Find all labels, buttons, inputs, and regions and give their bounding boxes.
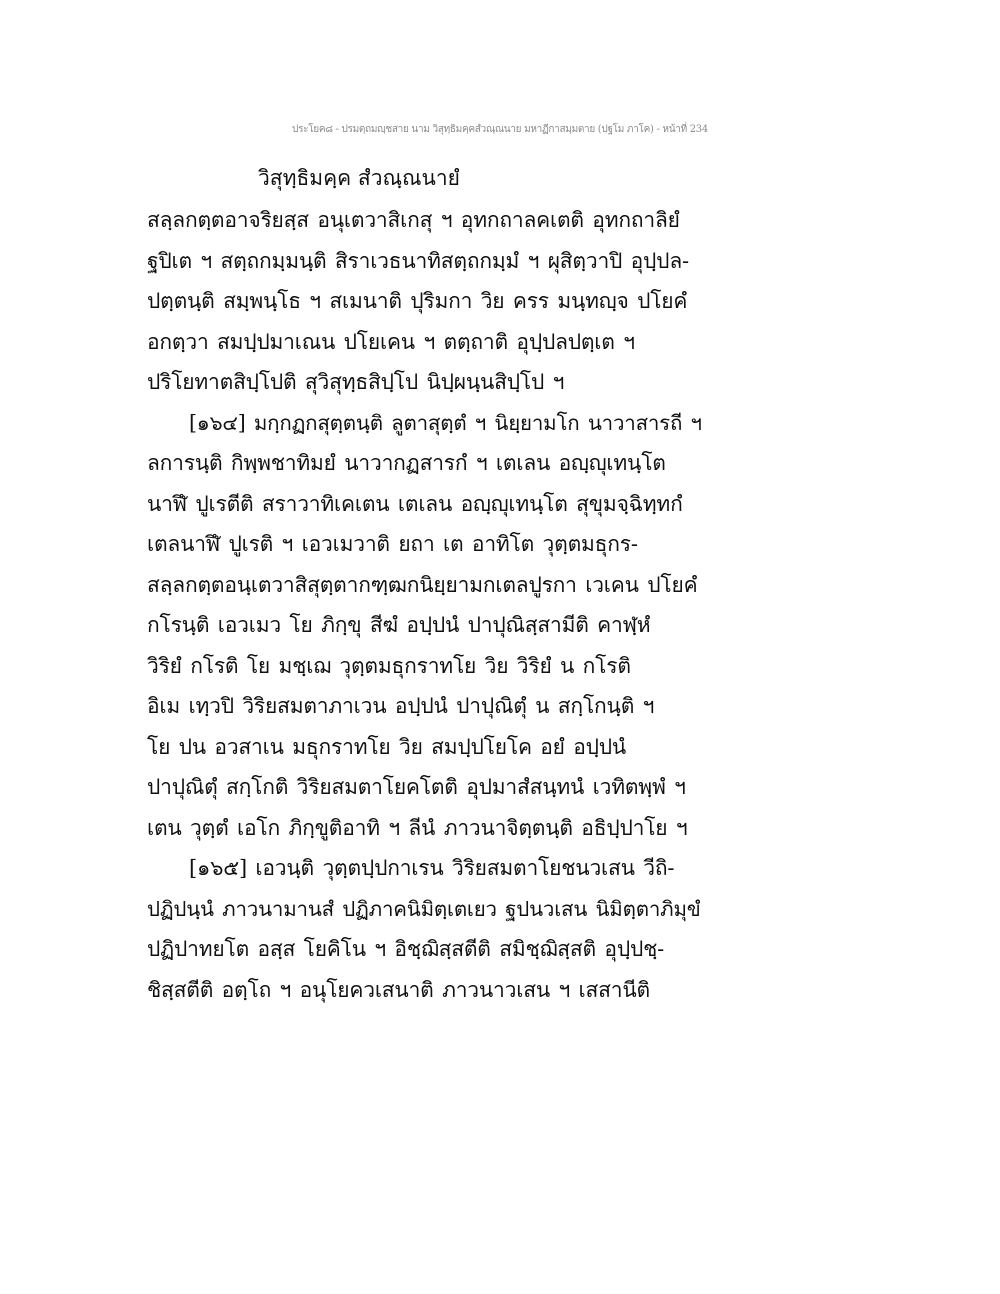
- text-line: กโรนฺติ เอวเมว โย ภิกฺขุ สีฆํ อปฺปนํ ปาปุณิสฺสามีติ คาฬฺหํ: [147, 613, 651, 637]
- text-line: อกตฺวา สมปฺปมาเณน ปโยเคน ฯ ตตฺถาติ อุปฺปลปตฺเต ฯ: [147, 329, 635, 354]
- running-header: ประโยค๘ - ปรมตฺถมญฺชสาย นาม วิสุทฺธิมคฺคสํวณฺณนาย มหาฏีกาสมฺมตาย (ปฐโม ภาโค) - หน้าที่ 234: [292, 124, 708, 135]
- text-line: สลฺลกตฺตอนฺเตวาสิสุตฺตากฑฺฒกนิยฺยามกเตลปูรกา เวเคน ปโยคํ: [147, 572, 698, 597]
- text-line: ปตฺตนฺติ สมฺพนฺโธ ฯ สเมนาติ ปุริมกา วิย ครร มนฺทญฺจ ปโยคํ: [147, 289, 688, 313]
- text-line: ปฏิปาทยโต อสฺส โยคิโน ฯ อิชฺฌิสฺสตีติ สมิชฺฌิสฺสติ อุปฺปชฺ-: [147, 937, 665, 961]
- text-line: วิริยํ กโรติ โย มชฺเฌ วุตฺตมธุกราทโย วิย วิริยํ น กโรติ: [147, 653, 631, 678]
- text-line: ปริโยทาตสิปฺโปติ สุวิสุทฺธสิปฺโป นิปฺผนฺนสิปฺโป ฯ: [147, 370, 565, 394]
- text-line: เตน วุตฺตํ เอโก ภิกฺขูติอาทิ ฯ ลีนํ ภาวนาจิตฺตนฺติ อธิปฺปาโย ฯ: [147, 815, 688, 840]
- text-line: อิเม เทฺวปิ วิริยสมตาภาเวน อปฺปนํ ปาปุณิตุํ น สกฺโกนฺติ ฯ: [147, 694, 655, 718]
- paragraph-start-line: [๑๖๔] มกฺกฏกสุตฺตนฺติ ลูตาสุตฺตํ ฯ นิยฺยามโก นาวาสารถี ฯ: [189, 410, 702, 435]
- text-line: ฐปิเต ฯ สตฺถกมฺมนฺติ สิราเวธนาทิสตฺถกมฺมํ ฯ ผุสิตฺวาปิ อุปฺปล-: [147, 248, 689, 273]
- text-line: สลฺลกตฺตอาจริยสฺส อนุเตวาสิเกสุ ฯ อุทกถาลคเตติ อุทกถาลิยํ: [147, 208, 680, 232]
- text-line: ปฏิปนฺนํ ภาวนามานสํ ปฏิภาคนิมิตฺเตเยว ฐปนวเสน นิมิตฺตาภิมุขํ: [147, 896, 701, 921]
- text-line: ปาปุณิตุํ สกฺโกติ วิริยสมตาโยคโตติ อุปมาสํสนฺทนํ เวทิตพฺพํ ฯ: [147, 775, 686, 799]
- text-line: โย ปน อวสาเน มธุกราทโย วิย สมปฺปโยโค อยํ อปฺปนํ: [147, 734, 627, 759]
- body-text: [147, 200, 707, 1010]
- text-line: ลการนฺติ กิพฺพชาทิมยํ นาวากฏสารกํ ฯ เตเลน อญฺญุเทนฺโต: [147, 451, 666, 475]
- paragraph-start-line: [๑๖๕] เอวนฺติ วุตฺตปฺปกาเรน วิริยสมตาโยชนวเสน วีถิ-: [189, 856, 675, 880]
- section-title: วิสุทฺธิมคฺค สํวณฺณนายํ: [258, 166, 460, 190]
- text-line: นาฬึ ปูเรตีติ สราวาทิเคเตน เตเลน อญฺญุเทนฺโต สุขุมจฺฉิทฺทกํ: [147, 491, 683, 516]
- text-line: เตลนาฬึ ปูเรติ ฯ เอวเมวาติ ยถา เต อาทิโต วุตฺตมธุกร-: [147, 532, 638, 556]
- text-line: ชิสฺสตีติ อตฺโถ ฯ อนุโยควเสนาติ ภาวนาวเสน ฯ เสสานีติ: [147, 977, 650, 1002]
